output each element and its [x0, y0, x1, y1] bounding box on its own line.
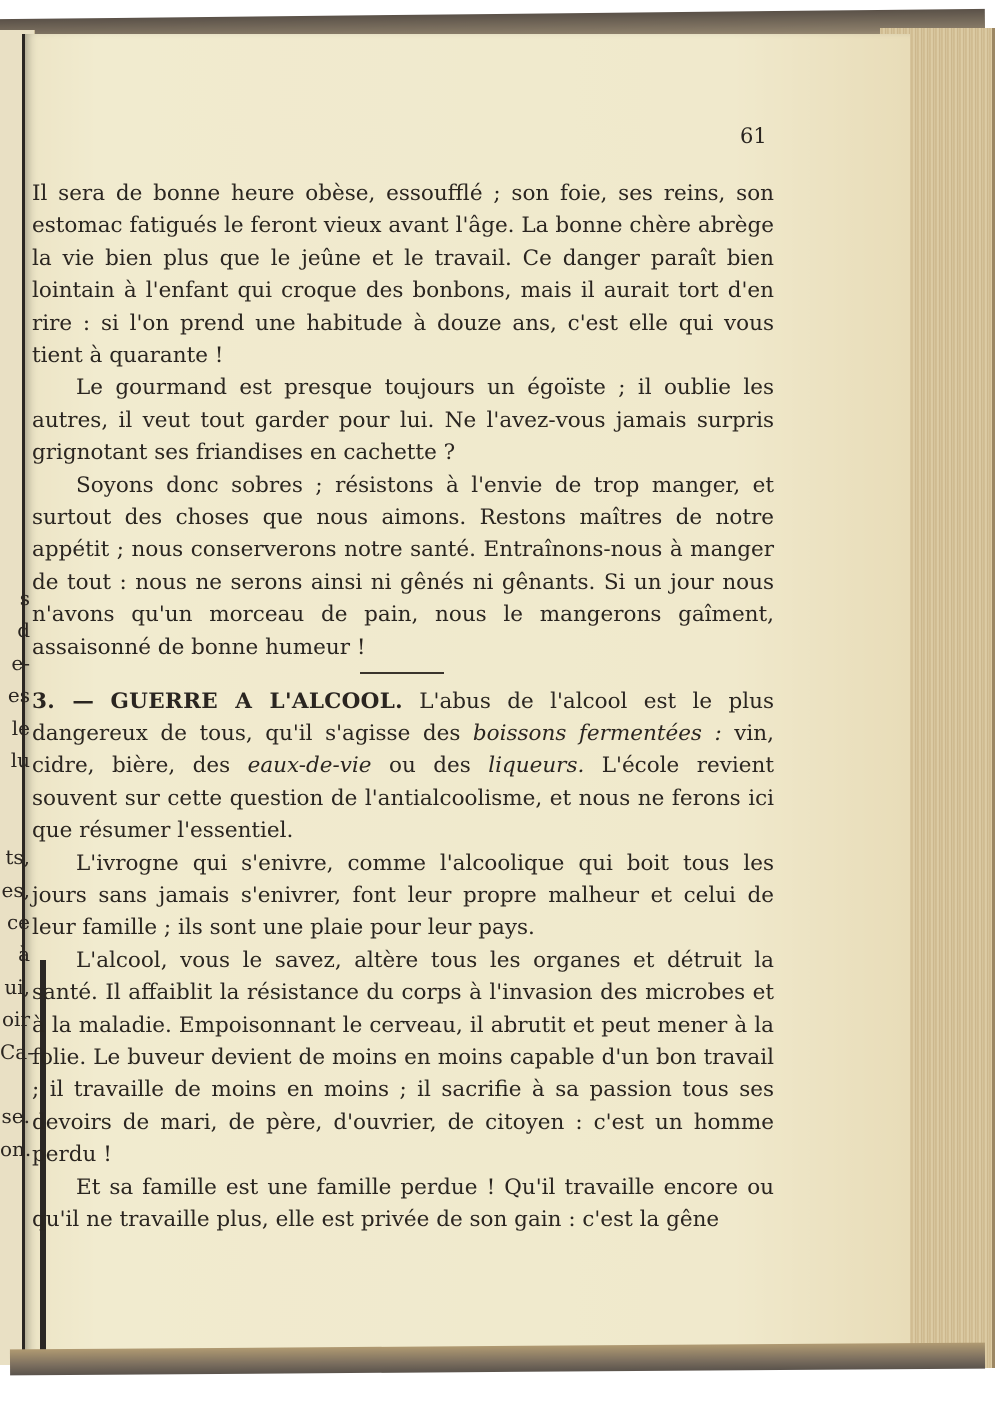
section-divider [360, 672, 444, 674]
paragraph-2: Le gourmand est presque toujours un égoïste ; il oublie les autres, il veut tout garder pour lui. Ne l'avez-vous jamais surpris grignotant ses friandises en cachette ? [32, 375, 774, 466]
paragraph-3: Soyons donc sobres ; résistons à l'envie de trop manger, et surtout des choses que nous aimons. Restons maîtres de notre appétit ; nous conserverons notre santé. Entraînons-nous à manger de tout : nous ne serons ainsi ni gênés ni gênants. Si un jour nous n'avons qu'un morceau de pain, nous le mangerons gaîment, assaisonné de bonne humeur ! [32, 472, 774, 660]
paragraph-7: Et sa famille est une famille perdue ! Qu'il travaille encore ou qu'il ne travaille plus, elle est privée de son gain : c'est la gêne [32, 1174, 774, 1233]
section-em-liqueurs: liqueurs. [488, 753, 585, 779]
margin-fragment: ui, [4, 974, 30, 999]
section-em-fermented: boissons fermentées : [472, 721, 722, 746]
margin-fragment: oir [2, 1007, 30, 1032]
margin-fragment: lu [10, 748, 30, 772]
page-text [32, 178, 774, 1237]
paragraph-6: L'alcool, vous le savez, altère tous les organes et détruit la santé. Il affaiblit la résistance du corps à l'invasion des microbes et à la maladie. Empoisonnant le cerveau, il abrutit et peut mener à la folie. Le buveur devient de moins en moins capable d'un bon travail ; il travaille de moins en moins ; il sacrifie à sa passion tous ses devoirs de mari, de père, d'ouvrier, de citoyen : c'est un homme perdu ! [32, 947, 774, 1168]
section-number: 3. — [32, 688, 95, 714]
margin-fragment: es, [1, 877, 30, 902]
margin-fragment: s [19, 586, 30, 610]
margin-fragment: on. [0, 1136, 32, 1161]
margin-fragment: e- [11, 650, 30, 675]
section-text-b: vin, cidre, bière, des [32, 721, 774, 779]
section-heading-paragraph [32, 686, 774, 848]
section-text-c: ou des [371, 753, 489, 779]
paragraph-1: Il sera de bonne heure obèse, essoufflé ; son foie, ses reins, son estomac fatigués le feront vieux avant l'âge. La bonne chère abrège la vie bien plus que le jeûne et le travail. Ce danger paraît bien lointain à l'enfant qui croque des bonbons, mais il aurait tort d'en rire : si l'on prend une habitude à douze ans, c'est elle qui vous tient à quarante ! [32, 181, 774, 369]
paragraph-5: L'ivrogne qui s'enivre, comme l'alcoolique qui boit tous les jours sans jamais s'enivrer, font leur propre malheur et celui de leur famille ; ils sont une plaie pour leur pays. [32, 850, 774, 941]
section-em-spirits: eaux-de-vie [247, 753, 372, 779]
margin-fragment: ts, [5, 845, 30, 870]
book-cover-bottom [10, 1343, 985, 1376]
margin-fragment: à [18, 942, 30, 967]
margin-fragment: d [17, 618, 30, 643]
margin-fragment: le [11, 715, 30, 740]
margin-fragment: se. [1, 1104, 30, 1129]
margin-fragment: ce [6, 910, 30, 934]
section-text-d: L'école revient souvent sur cette question de l'antialcoolisme, et nous ne ferons ici que résumer l'essentiel. [32, 753, 774, 844]
section-title: GUERRE A L'ALCOOL. [110, 688, 403, 714]
margin-fragment: Ca- [0, 1039, 34, 1064]
section-text-a: L'abus de l'alcool est le plus dangereux de tous, qu'il s'agisse des [32, 688, 774, 746]
margin-fragment: es [7, 683, 30, 708]
page-number: 61 [740, 124, 767, 148]
